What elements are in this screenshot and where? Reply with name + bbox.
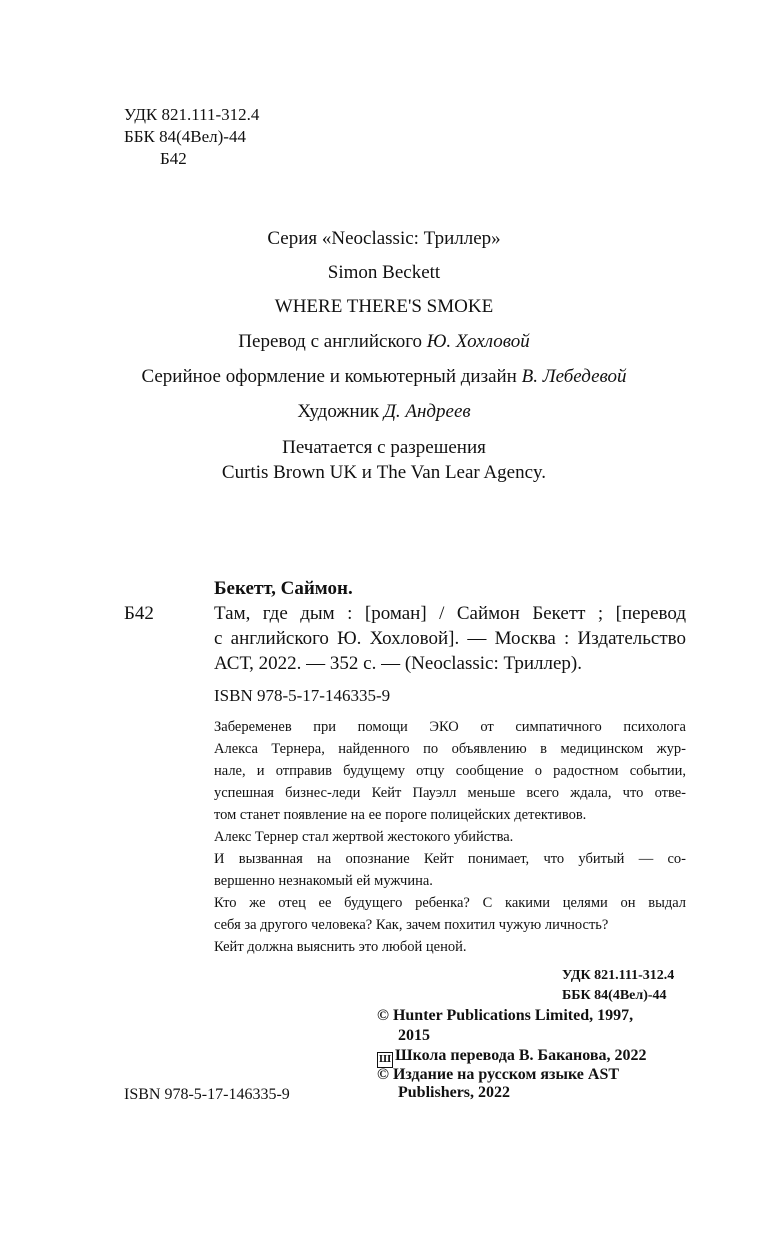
artist-line (0, 401, 768, 423)
isbn-bottom: ISBN 978-5-17-146335-9 (124, 1086, 290, 1103)
annotation-line: Кто же отец ее будущего ребенка? С какими целями он выдал (214, 895, 686, 911)
design-prefix: Серийное оформление и комьютерный дизайн (141, 366, 522, 387)
bbk-bottom: ББК 84(4Вел)-44 (562, 988, 667, 1003)
biblio-line-1: Там, где дым : [роман] / Саймон Бекетт ; [перевод (214, 603, 686, 624)
translator-name: Ю. Хохловой (426, 331, 530, 352)
annotation-line: том станет появление на ее пороге полицейских детективов. (214, 807, 587, 823)
udk-top: УДК 821.111-312.4 (124, 105, 260, 124)
permission-line-2: Curtis Brown UK и The Van Lear Agency. (221, 462, 547, 483)
annotation-line: успешная бизнес-леди Кейт Пауэлл меньше всего ждала, что отве- (214, 785, 686, 801)
biblio-mark: Б42 (124, 603, 154, 624)
annotation-line: Алекс Тернер стал жертвой жестокого убийства. (214, 829, 514, 845)
translation-line (0, 331, 768, 353)
annotation-line: себя за другого человека? Как, зачем похитил чужую личность? (214, 917, 609, 933)
copyright-line-4: © Издание на русском языке AST (377, 1066, 620, 1083)
annotation-line: Забеременев при помощи ЭКО от симпатичного психолога (214, 719, 686, 735)
biblio-line-2: с английского Ю. Хохловой]. — Москва : Издательство (214, 628, 686, 649)
permission-line-1: Печатается с разрешения (282, 437, 486, 458)
copyright-line-3-text: Школа перевода В. Баканова, 2022 (395, 1047, 647, 1064)
translation-school-logo-icon: Ш (377, 1052, 393, 1068)
annotation-line: Алекса Тернера, найденного по объявлению в медицинском жур- (214, 741, 686, 757)
artist-prefix: Художник (297, 401, 384, 422)
original-title: WHERE THERE'S SMOKE (274, 296, 494, 317)
artist-name: Д. Андреев (383, 401, 471, 422)
copyright-line-2: 2015 (398, 1027, 430, 1044)
annotation-line: И вызванная на опознание Кейт понимает, что убитый — со- (214, 851, 686, 867)
biblio-line-3: АСТ, 2022. — 352 с. — (Neoclassic: Триллер). (214, 653, 583, 674)
bbk-top: ББК 84(4Вел)-44 (124, 127, 246, 146)
original-author: Simon Beckett (327, 262, 441, 283)
biblio-isbn: ISBN 978-5-17-146335-9 (214, 686, 391, 705)
translation-prefix: Перевод с английского (238, 331, 427, 352)
designer-name: В. Лебедевой (521, 366, 627, 387)
copyright-line-5: Publishers, 2022 (398, 1084, 511, 1101)
series-line: Серия «Neoclassic: Триллер» (267, 228, 501, 249)
author-mark-top: Б42 (160, 149, 187, 168)
annotation (214, 716, 686, 958)
udk-bottom: УДК 821.111-312.4 (562, 968, 675, 983)
copyright-line-1: © Hunter Publications Limited, 1997, (377, 1007, 634, 1024)
annotation-line: нале, и отправив будущему отцу сообщение о радостном событии, (214, 763, 686, 779)
design-line (0, 366, 768, 388)
biblio-heading: Бекетт, Саймон. (214, 578, 353, 599)
annotation-line: Кейт должна выяснить это любой ценой. (214, 939, 467, 955)
annotation-line: вершенно незнакомый ей мужчина. (214, 873, 433, 889)
